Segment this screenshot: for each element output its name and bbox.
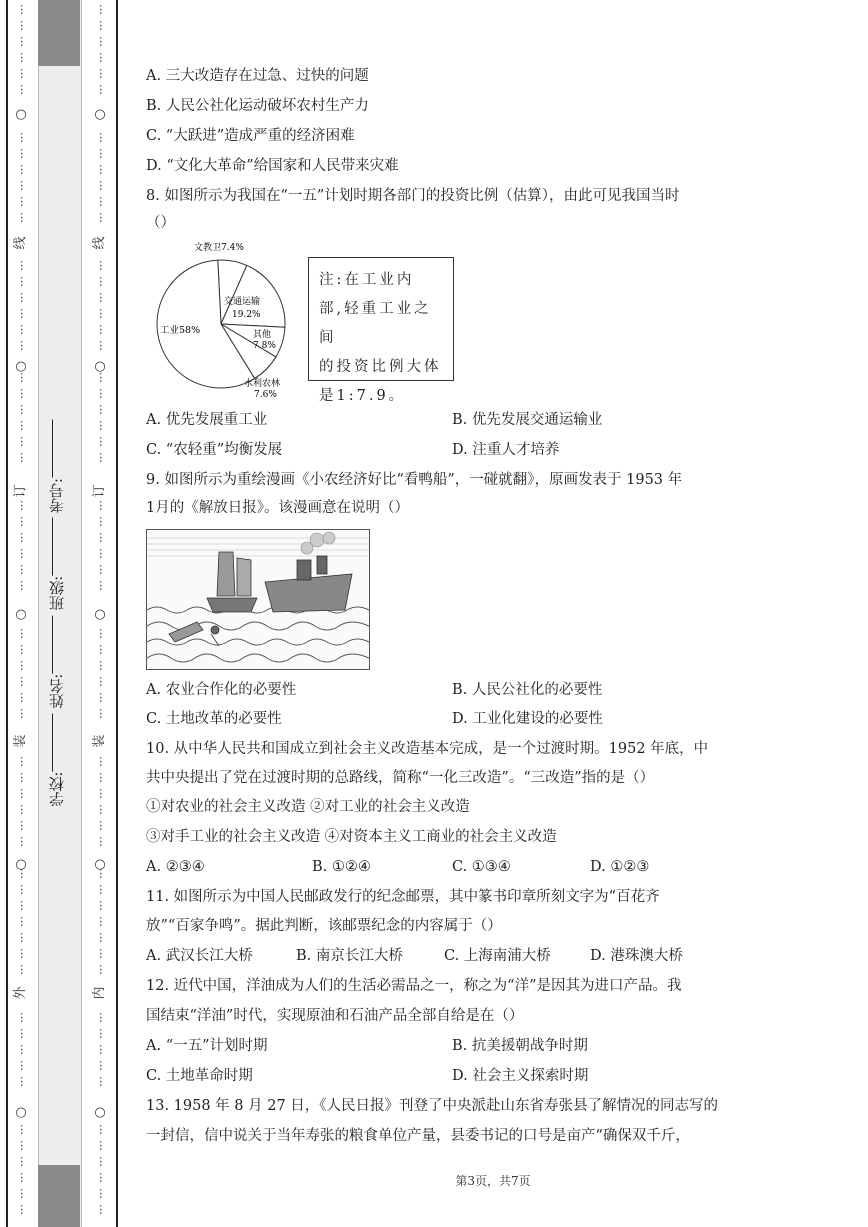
inner-margin-dot: … bbox=[97, 372, 110, 383]
outer-margin-circle-mark: ○ bbox=[15, 857, 27, 872]
q10-option-a: A. ②③④ bbox=[146, 859, 205, 875]
q9-option-a: A. 农业合作化的必要性 bbox=[146, 682, 297, 698]
inner-margin-dot: … bbox=[97, 148, 110, 159]
outer-margin-dot: … bbox=[18, 436, 31, 447]
outer-margin-dot: … bbox=[18, 1028, 31, 1039]
inner-margin-dot: … bbox=[97, 164, 110, 175]
outer-margin-dot: … bbox=[18, 532, 31, 543]
outer-margin-dot: … bbox=[18, 964, 31, 975]
inner-margin-dot: … bbox=[97, 36, 110, 47]
outer-margin-dot: … bbox=[18, 948, 31, 959]
outer-margin-dot: … bbox=[18, 884, 31, 895]
investment-note-box bbox=[308, 257, 454, 404]
outer-margin-circle-mark: ○ bbox=[15, 359, 27, 374]
outer-margin-dot: … bbox=[18, 164, 31, 175]
inner-margin-circle-mark: ○ bbox=[94, 607, 106, 622]
outer-margin-dot: … bbox=[18, 676, 31, 687]
q9-stem-line-1: 9. 如图所示为重绘漫画《小农经济好比“看鸭船”，一碰就翻》，原画发表于 1953 年 bbox=[146, 472, 683, 488]
outer-margin-dot: … bbox=[18, 1188, 31, 1199]
q7-option-c: C. “大跃进”造成严重的经济困难 bbox=[146, 128, 355, 144]
inner-margin-dot: … bbox=[97, 548, 110, 559]
outer-margin-binding-char: 装 bbox=[13, 734, 28, 748]
investment-pie-chart bbox=[146, 240, 296, 400]
pie-label-other-value: 7.8% bbox=[253, 341, 276, 351]
outer-margin-dot: … bbox=[18, 836, 31, 847]
outer-margin-binding-char: 线 bbox=[13, 236, 28, 250]
inner-margin-dot: … bbox=[97, 644, 110, 655]
outer-margin-dot: … bbox=[18, 196, 31, 207]
q10-stem-line-1: 10. 从中华人民共和国成立到社会主义改造基本完成，是一个过渡时期。1952 年底，中 bbox=[146, 741, 709, 757]
inner-margin-dot: … bbox=[97, 1204, 110, 1215]
note-line-4: 是1:7.9。 bbox=[319, 388, 407, 404]
pie-label-culture: 文教卫7.4% bbox=[194, 243, 244, 253]
inner-margin-dot: … bbox=[97, 900, 110, 911]
q11-option-c: C. 上海南浦大桥 bbox=[444, 948, 551, 964]
exam-number-label: 考号: bbox=[48, 478, 66, 514]
inner-margin-dot: … bbox=[97, 500, 110, 511]
pie-label-water-name: 水利农林 bbox=[244, 379, 281, 389]
inner-margin-dot: … bbox=[97, 756, 110, 767]
inner-margin-dot: … bbox=[97, 4, 110, 15]
outer-margin-dot: … bbox=[18, 548, 31, 559]
outer-margin-dot: … bbox=[18, 1044, 31, 1055]
outer-margin-dot: … bbox=[18, 1172, 31, 1183]
inner-margin-dot: … bbox=[97, 452, 110, 463]
inner-margin-dot: … bbox=[97, 884, 110, 895]
inner-margin-dot: … bbox=[97, 868, 110, 879]
margin-outer-border bbox=[6, 0, 8, 1227]
outer-margin-circle-mark: ○ bbox=[15, 607, 27, 622]
outer-margin-dot: … bbox=[18, 36, 31, 47]
inner-margin-dot: … bbox=[97, 1060, 110, 1071]
page-number: 第3页，共7页 bbox=[455, 1174, 531, 1188]
inner-margin-circle-mark: ○ bbox=[94, 1105, 106, 1120]
outer-margin-dot: … bbox=[18, 820, 31, 831]
outer-margin-circle-mark: ○ bbox=[15, 1105, 27, 1120]
outer-margin-dot: … bbox=[18, 708, 31, 719]
q12-stem-line-1: 12. 近代中国，洋油成为人们的生活必需品之一，称之为“洋”是因其为进口产品。我 bbox=[146, 978, 682, 994]
outer-margin-dot: … bbox=[18, 1012, 31, 1023]
inner-margin-dot: … bbox=[97, 68, 110, 79]
q13-stem-line-1: 13. 1958 年 8 月 27 日，《人民日报》刊登了中央派赴山东省寿张县了解情况的同志写的 bbox=[146, 1098, 719, 1114]
pie-label-other-name: 其他 bbox=[253, 330, 272, 340]
q10-option-b: B. ①②④ bbox=[312, 859, 371, 875]
q12-option-b: B. 抗美援朝战争时期 bbox=[452, 1038, 588, 1054]
q10-option-c: C. ①③④ bbox=[452, 859, 511, 875]
outer-margin-dot: … bbox=[18, 1140, 31, 1151]
pie-label-water-value: 7.6% bbox=[254, 390, 277, 400]
binding-margin bbox=[0, 0, 118, 1227]
cartoon-illustration bbox=[147, 530, 369, 669]
outer-margin-dot: … bbox=[18, 212, 31, 223]
q7-option-a: A. 三大改造存在过急、过快的问题 bbox=[146, 68, 369, 84]
outer-margin-dot: … bbox=[18, 932, 31, 943]
outer-margin-dot: … bbox=[18, 404, 31, 415]
page-footer bbox=[0, 1172, 868, 1189]
outer-margin-dot: … bbox=[18, 804, 31, 815]
q10-statement-1-2: ①对农业的社会主义改造 ②对工业的社会主义改造 bbox=[146, 799, 470, 815]
inner-margin-dot: … bbox=[97, 1028, 110, 1039]
outer-margin-dot: … bbox=[18, 292, 31, 303]
q10-stem-line-2: 共中央提出了党在过渡时期的总路线，简称“一化三改造”。“三改造”指的是（） bbox=[146, 770, 655, 786]
q8-stem-bracket: （） bbox=[146, 215, 175, 231]
inner-margin-binding-char: 订 bbox=[92, 484, 107, 498]
outer-margin-dot: … bbox=[18, 52, 31, 63]
note-line-1: 注:在工业内 bbox=[319, 272, 415, 288]
inner-margin-dot: … bbox=[97, 292, 110, 303]
inner-margin-dot: … bbox=[97, 212, 110, 223]
q12-stem-line-2: 国结束“洋油”时代，实现原油和石油产品全部自给是在（） bbox=[146, 1008, 524, 1024]
q7-option-d: D. “文化大革命”给国家和人民带来灾难 bbox=[146, 158, 399, 174]
outer-margin-dot: … bbox=[18, 1124, 31, 1135]
outer-margin-dot: … bbox=[18, 84, 31, 95]
inner-margin-dot: … bbox=[97, 836, 110, 847]
inner-margin-dot: … bbox=[97, 1172, 110, 1183]
inner-margin-circle-mark: ○ bbox=[94, 857, 106, 872]
outer-margin-dot: … bbox=[18, 4, 31, 15]
q8-option-b: B. 优先发展交通运输业 bbox=[452, 412, 603, 428]
inner-margin-dot: … bbox=[97, 964, 110, 975]
outer-margin-dot: … bbox=[18, 1076, 31, 1087]
outer-margin-circle-mark: ○ bbox=[15, 107, 27, 122]
inner-margin-circle-mark: ○ bbox=[94, 107, 106, 122]
q9-option-c: C. 土地改革的必要性 bbox=[146, 711, 282, 727]
outer-margin-dot: … bbox=[18, 420, 31, 431]
outer-margin-dot: … bbox=[18, 180, 31, 191]
q11-option-b: B. 南京长江大桥 bbox=[296, 948, 403, 964]
inner-margin-binding-char: 装 bbox=[92, 734, 107, 748]
note-line-2: 部,轻重工业之间 bbox=[319, 301, 432, 346]
student-info-fields bbox=[46, 420, 72, 807]
inner-margin-dot: … bbox=[97, 1076, 110, 1087]
q8-option-a: A. 优先发展重工业 bbox=[146, 412, 268, 428]
inner-margin-dot: … bbox=[97, 260, 110, 271]
outer-margin-dot: … bbox=[18, 644, 31, 655]
q9-option-b: B. 人民公社化的必要性 bbox=[452, 682, 603, 698]
inner-margin-dot: … bbox=[97, 676, 110, 687]
inner-margin-dot: … bbox=[97, 276, 110, 287]
inner-margin-dot: … bbox=[97, 692, 110, 703]
pie-label-industry: 工业58% bbox=[160, 325, 201, 336]
q9-stem-line-2: 1月的《解放日报》。该漫画意在说明（） bbox=[146, 500, 409, 516]
outer-margin-dot: … bbox=[18, 276, 31, 287]
outer-margin-dot: … bbox=[18, 1156, 31, 1167]
outer-margin-binding-char: 订 bbox=[13, 484, 28, 498]
school-label: 学校: bbox=[48, 771, 66, 807]
outer-margin-dot: … bbox=[18, 20, 31, 31]
outer-margin-dot: … bbox=[18, 372, 31, 383]
outer-margin-dot: … bbox=[18, 916, 31, 927]
inner-margin-dot: … bbox=[97, 404, 110, 415]
inner-margin-dot: … bbox=[97, 660, 110, 671]
outer-margin-dot: … bbox=[18, 660, 31, 671]
inner-margin-dot: … bbox=[97, 324, 110, 335]
inner-margin-dot: … bbox=[97, 1188, 110, 1199]
inner-margin-dot: … bbox=[97, 388, 110, 399]
outer-margin-dot: … bbox=[18, 1204, 31, 1215]
outer-margin-dot: … bbox=[18, 772, 31, 783]
outer-margin-dot: … bbox=[18, 68, 31, 79]
inner-margin-dot: … bbox=[97, 420, 110, 431]
inner-margin-dot: … bbox=[97, 916, 110, 927]
inner-margin-dot: … bbox=[97, 180, 110, 191]
inner-margin-dot: … bbox=[97, 340, 110, 351]
q11-stem-line-2: 放”“百家争鸣”。据此判断，该邮票纪念的内容属于（） bbox=[146, 918, 502, 934]
q8-stem: 8. 如图所示为我国在“一五”计划时期各部门的投资比例（估算），由此可见我国当时 bbox=[146, 188, 680, 204]
q12-option-d: D. 社会主义探索时期 bbox=[452, 1068, 589, 1084]
outer-margin-dot: … bbox=[18, 1060, 31, 1071]
outer-margin-dot: … bbox=[18, 324, 31, 335]
outer-margin-dot: … bbox=[18, 388, 31, 399]
inner-margin-dot: … bbox=[97, 708, 110, 719]
q11-stem-line-1: 11. 如图所示为中国人民邮政发行的纪念邮票，其中篆书印章所刻文字为“百花齐 bbox=[146, 889, 660, 905]
inner-margin-dot: … bbox=[97, 580, 110, 591]
inner-margin-dot: … bbox=[97, 1156, 110, 1167]
q8-option-d: D. 注重人才培养 bbox=[452, 442, 560, 458]
inner-margin-dot: … bbox=[97, 1044, 110, 1055]
inner-margin-dot: … bbox=[97, 820, 110, 831]
small-farm-economy-cartoon bbox=[146, 529, 370, 670]
inner-margin-dot: … bbox=[97, 20, 110, 31]
inner-margin-dot: … bbox=[97, 948, 110, 959]
inner-margin-dot: … bbox=[97, 196, 110, 207]
outer-margin-dot: … bbox=[18, 340, 31, 351]
outer-margin-dot: … bbox=[18, 148, 31, 159]
inner-margin-dot: … bbox=[97, 84, 110, 95]
class-label: 班级: bbox=[48, 575, 66, 611]
inner-margin-circle-mark: ○ bbox=[94, 359, 106, 374]
pie-label-transport-value: 19.2% bbox=[232, 310, 261, 320]
inner-margin-dot: … bbox=[97, 628, 110, 639]
name-label: 姓名: bbox=[48, 673, 66, 709]
outer-margin-dot: … bbox=[18, 692, 31, 703]
outer-margin-dot: … bbox=[18, 580, 31, 591]
inner-margin-dot: … bbox=[97, 52, 110, 63]
inner-margin-dot: … bbox=[97, 564, 110, 575]
inner-margin-dot: … bbox=[97, 1140, 110, 1151]
outer-margin-dot: … bbox=[18, 628, 31, 639]
q11-option-d: D. 港珠澳大桥 bbox=[590, 948, 683, 964]
inner-margin-binding-char: 内 bbox=[92, 986, 107, 1000]
inner-margin-dot: … bbox=[97, 308, 110, 319]
margin-inner-border bbox=[116, 0, 118, 1227]
inner-margin-dot: … bbox=[97, 788, 110, 799]
outer-margin-binding-char: 外 bbox=[13, 986, 28, 1000]
inner-margin-dot: … bbox=[97, 1012, 110, 1023]
q12-option-c: C. 土地革命时期 bbox=[146, 1068, 253, 1084]
outer-margin-dot: … bbox=[18, 868, 31, 879]
inner-margin-dot: … bbox=[97, 804, 110, 815]
inner-margin-binding-char: 线 bbox=[92, 236, 107, 250]
q12-option-a: A. “一五”计划时期 bbox=[146, 1038, 268, 1054]
margin-gray-block-top bbox=[38, 0, 80, 66]
outer-margin-dot: … bbox=[18, 788, 31, 799]
outer-margin-dot: … bbox=[18, 564, 31, 575]
inner-margin-dot: … bbox=[97, 132, 110, 143]
inner-margin-dot: … bbox=[97, 436, 110, 447]
inner-margin-dot: … bbox=[97, 932, 110, 943]
outer-margin-dot: … bbox=[18, 452, 31, 463]
note-line-3: 的投资比例大体 bbox=[319, 359, 442, 375]
outer-margin-dot: … bbox=[18, 132, 31, 143]
q7-option-b: B. 人民公社化运动破坏农村生产力 bbox=[146, 98, 369, 114]
outer-margin-dot: … bbox=[18, 308, 31, 319]
q9-option-d: D. 工业化建设的必要性 bbox=[452, 711, 603, 727]
outer-margin-dot: … bbox=[18, 500, 31, 511]
inner-margin-dot: … bbox=[97, 1124, 110, 1135]
outer-margin-dot: … bbox=[18, 900, 31, 911]
inner-margin-dot: … bbox=[97, 772, 110, 783]
q10-option-d: D. ①②③ bbox=[590, 859, 650, 875]
q11-option-a: A. 武汉长江大桥 bbox=[146, 948, 253, 964]
pie-label-transport-name: 交通运输 bbox=[224, 297, 261, 307]
outer-margin-dot: … bbox=[18, 516, 31, 527]
inner-margin-dot: … bbox=[97, 532, 110, 543]
outer-margin-dot: … bbox=[18, 260, 31, 271]
q13-stem-line-2: 一封信，信中说关于当年寿张的粮食单位产量，县委书记的口号是亩产“确保双千斤， bbox=[146, 1128, 690, 1144]
inner-margin-dot: … bbox=[97, 516, 110, 527]
q10-statement-3-4: ③对手工业的社会主义改造 ④对资本主义工商业的社会主义改造 bbox=[146, 829, 557, 845]
q8-option-c: C. “农轻重”均衡发展 bbox=[146, 442, 283, 458]
outer-margin-dot: … bbox=[18, 756, 31, 767]
